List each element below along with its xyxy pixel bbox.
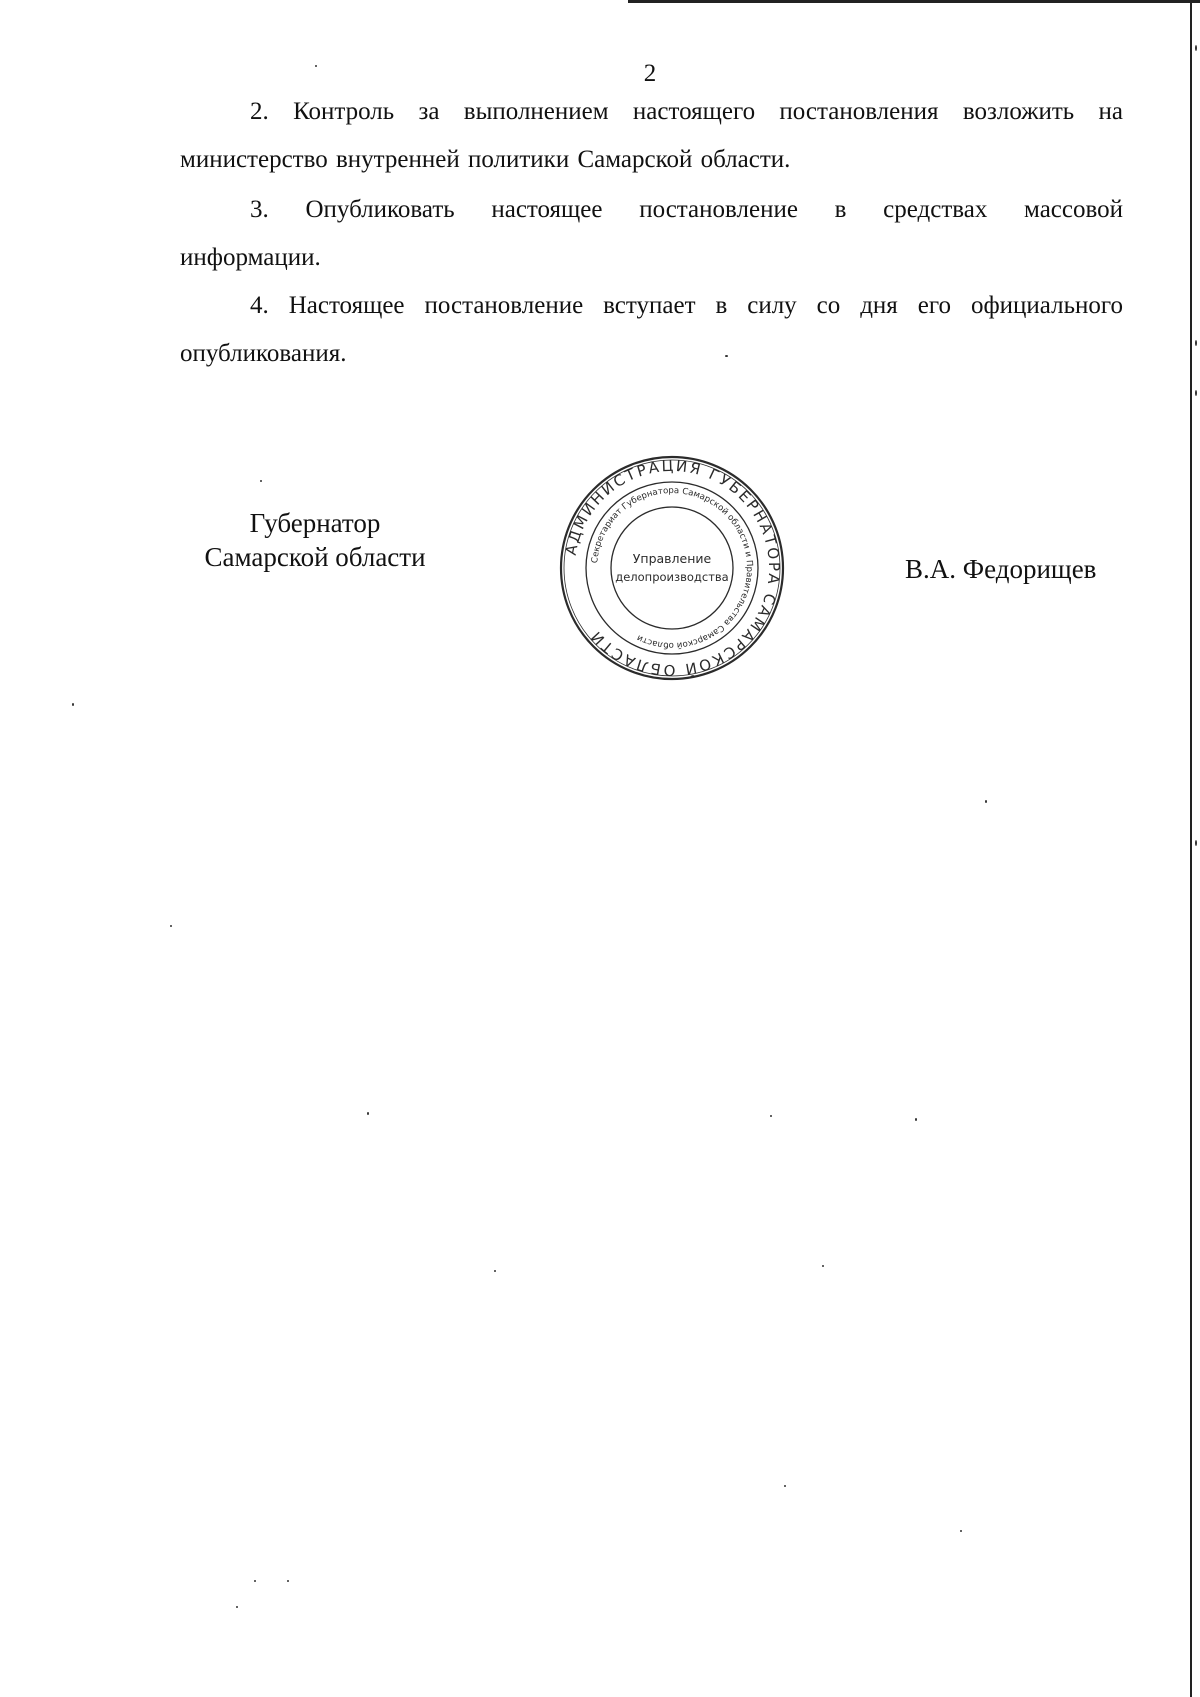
- scan-edge-right: [1190, 0, 1192, 1697]
- seal-center-line2: делопроизводства: [615, 570, 729, 584]
- scan-speck: [236, 1606, 238, 1608]
- scan-edge-top: [628, 0, 1200, 3]
- signatory-title-line1: Губернатор: [249, 508, 381, 538]
- seal-inner-text: Секретариат Губернатора Самарской области и Правительства Самарской области: [590, 485, 755, 651]
- scan-speck: [1195, 840, 1197, 846]
- scan-speck: [1195, 340, 1197, 346]
- scan-speck: [72, 703, 74, 706]
- signatory-title: [195, 506, 435, 574]
- scan-speck: [260, 480, 262, 482]
- page-number: 2: [643, 60, 657, 87]
- paragraph-2: 2. Контроль за выполнением настоящего постановления возложить на министерство внутренней политики Самарской области.: [180, 98, 1123, 173]
- scan-speck: [367, 1112, 369, 1115]
- seal-outer-text: АДМИНИСТРАЦИЯ ГУБЕРНАТОРА САМАРСКОЙ ОБЛАСТИ: [561, 456, 784, 680]
- scan-speck: [770, 1115, 772, 1117]
- seal-center-line1: Управление: [632, 551, 712, 566]
- scan-speck: [960, 1530, 962, 1532]
- scan-speck: [784, 1485, 786, 1487]
- scan-speck: [725, 355, 728, 357]
- scan-speck: [170, 925, 172, 927]
- scan-speck: [315, 65, 317, 67]
- signatory-title-line2: Самарской области: [204, 542, 426, 572]
- scan-speck: [494, 1270, 496, 1272]
- signatory-name: В.А. Федорищев: [905, 554, 1097, 584]
- scan-speck: [985, 800, 987, 803]
- scan-speck: [287, 1580, 289, 1582]
- scan-speck: [915, 1118, 917, 1121]
- paragraph-4: 4. Настоящее постановление вступает в силу со дня его официального опубликования.: [180, 292, 1123, 367]
- official-seal: [559, 455, 785, 681]
- scan-speck: [254, 1580, 256, 1582]
- scan-speck: [1195, 45, 1197, 51]
- paragraph-3: 3. Опубликовать настоящее постановление в средствах массовой информации.: [180, 196, 1123, 271]
- scan-speck: [822, 1265, 824, 1267]
- scan-speck: [1195, 390, 1197, 396]
